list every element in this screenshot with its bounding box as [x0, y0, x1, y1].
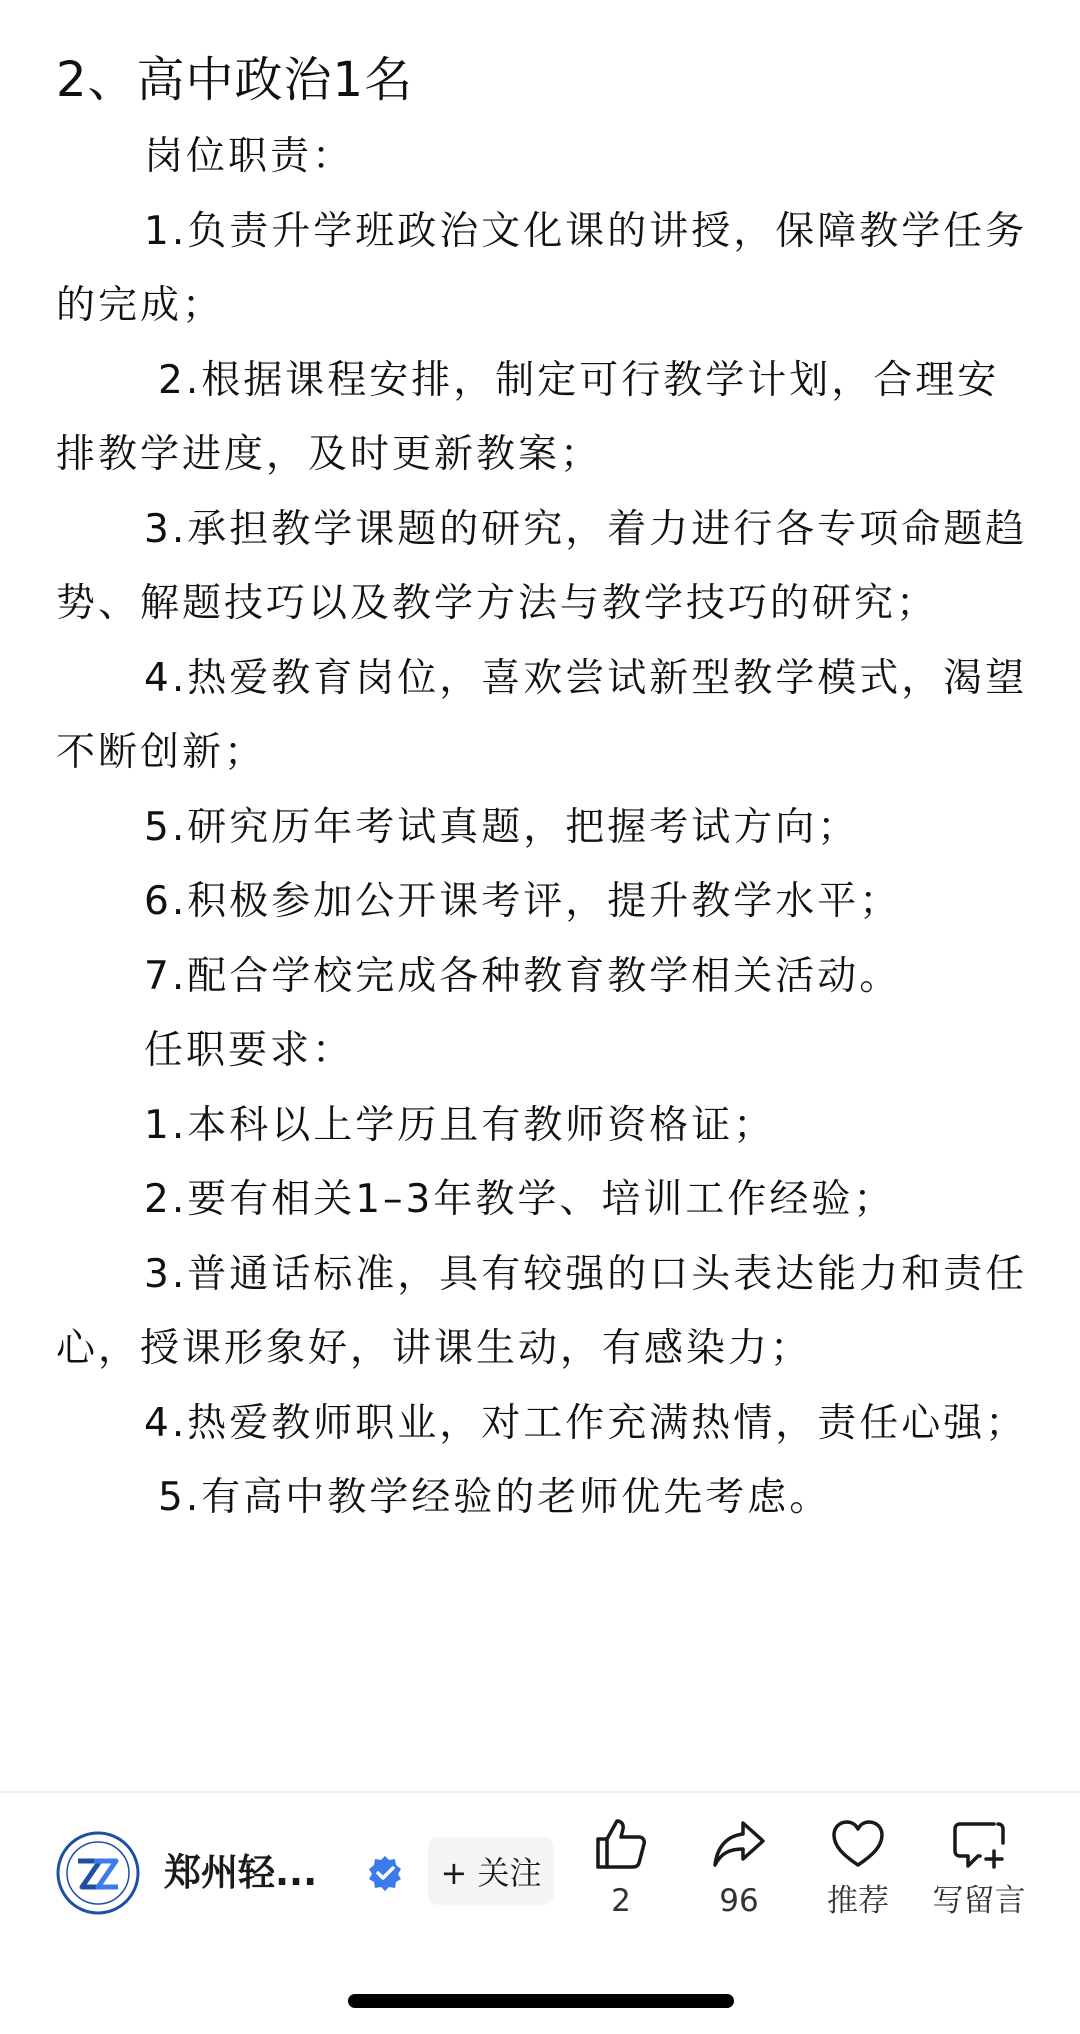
recommend-button[interactable]: [815, 1815, 901, 1923]
article-paragraph: 2.根据课程安排，制定可行教学计划，合理安排教学进度，及时更新教案；: [56, 357, 1000, 477]
recommend-label: 推荐: [827, 1883, 889, 1919]
share-button[interactable]: [698, 1815, 780, 1923]
article-paragraph: 1.负责升学班政治文化课的讲授，保障教学任务的完成；: [56, 208, 1028, 328]
follow-button[interactable]: + 关注: [428, 1837, 554, 1905]
heart-icon: [829, 1815, 887, 1873]
article-paragraph: 1.本科以上学历且有教师资格证；: [144, 1102, 776, 1148]
section-heading: 2、高中政治1名: [56, 52, 414, 108]
article-paragraph: 7.配合学校完成各种教育教学相关活动。: [144, 953, 902, 999]
share-count: 96: [719, 1883, 759, 1919]
like-button[interactable]: [580, 1815, 662, 1923]
account-avatar[interactable]: [56, 1831, 140, 1915]
write-comment-icon: [950, 1815, 1008, 1873]
like-count: 2: [611, 1883, 631, 1919]
article-paragraph: 5.研究历年考试真题，把握考试方向；: [144, 804, 860, 850]
article-body: [56, 40, 1028, 1536]
comment-button[interactable]: [924, 1815, 1034, 1923]
article-paragraph: 2.要有相关1–3年教学、培训工作经验；: [144, 1177, 896, 1222]
article-paragraph: 岗位职责：: [144, 134, 355, 179]
home-indicator[interactable]: [348, 1994, 734, 2008]
account-name[interactable]: 郑州轻...: [164, 1851, 318, 1894]
article-paragraph: 6.积极参加公开课考评，提升教学水平；: [144, 879, 902, 924]
share-arrow-icon: [710, 1815, 768, 1873]
thumbs-up-icon: [592, 1815, 650, 1873]
article-paragraph: 5.有高中教学经验的老师优先考虑。: [158, 1475, 832, 1520]
article-paragraph: 4.热爱教育岗位，喜欢尝试新型教学模式，渴望不断创新；: [56, 655, 1028, 775]
article-paragraph: 3.普通话标准，具有较强的口头表达能力和责任心，授课形象好，讲课生动，有感染力；: [56, 1251, 1028, 1371]
comment-label: 写留言: [932, 1883, 1026, 1919]
paragraph-list: [56, 120, 1028, 1536]
article-paragraph: 4.热爱教师职业，对工作充满热情，责任心强；: [144, 1400, 1028, 1446]
article-paragraph: 任职要求：: [144, 1028, 355, 1073]
article-paragraph: 3.承担教学课题的研究，着力进行各专项命题趋势、解题技巧以及教学方法与教学技巧的研究；: [56, 506, 1028, 626]
school-logo-icon: [56, 1831, 140, 1915]
verified-badge-icon: [366, 1854, 404, 1892]
bottom-action-bar: [0, 1793, 1080, 1963]
